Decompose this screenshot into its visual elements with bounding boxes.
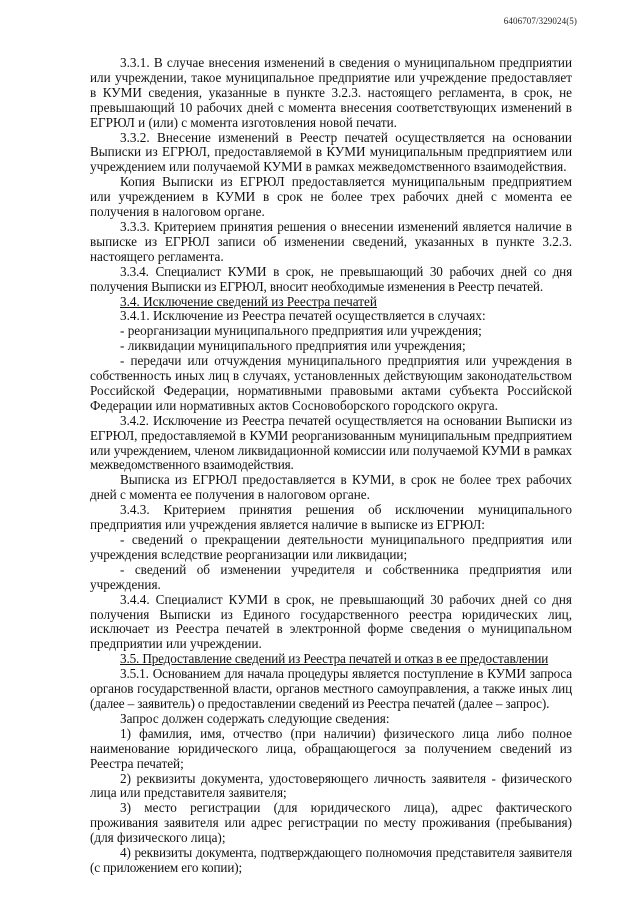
paragraph-request-contents: Запрос должен содержать следующие сведения: <box>120 710 390 726</box>
list-item-founder-change: - сведений об изменении учредителя и собственника предприятия или учреждения. <box>90 561 572 592</box>
list-item-request-4: 4) реквизиты документа, подтверждающего полномочия представителя заявителя (с приложением его копии); <box>90 845 572 875</box>
list-item-transfer: - передачи или отчуждения муниципального предприятия или учреждения в собственность иных лиц в случаях, установленных действующим законодательством Российской Федерации, нормативными правовыми актами субъекта Российской Федерации или нормативных актов Сосновоборского городского округа. <box>90 353 572 413</box>
list-item-liquidation: - ликвидации муниципального предприятия или учреждения; <box>120 338 466 354</box>
paragraph-extract-delivery: Выписка из ЕГРЮЛ предоставляется в КУМИ, в срок не более трех рабочих дней с момента ее получения в налоговом органе. <box>90 472 572 503</box>
paragraph-extract-copy: Копия Выписки из ЕГРЮЛ предоставляется муниципальным предприятием или учреждением в КУМИ в срок не более трех рабочих дней с момента ее получения в налоговом органе. <box>90 174 572 220</box>
paragraph-3-3-1: 3.3.1. В случае внесения изменений в сведения о муниципальном предприятии или учреждении, такое муниципальное предприятие или учреждение предоставляет в КУМИ сведения, указанные в пункте 3.2.3. настоящего регламента, в срок, не превышающий 10 рабочих дней с момента внесения соответствующих изменений в ЕГРЮЛ и (или) с момента изготовления новой печати. <box>90 55 572 130</box>
paragraph-3-4-3: 3.4.3. Критерием принятия решения об исключении муниципального предприятия или учреждения является наличие в выписке из ЕГРЮЛ: <box>90 502 572 533</box>
paragraph-3-4-4: 3.4.4. Специалист КУМИ в срок, не превышающий 30 рабочих дней со дня получения Выписки из Единого государственного реестра юридических лиц, исключает из Реестра печатей в электронной форме сведения о муниципальном предприятии или учреждении. <box>90 591 572 652</box>
list-item-request-1: 1) фамилия, имя, отчество (при наличии) физического лица либо полное наименование юридического лица, обращающегося за получением сведений из Реестра печатей; <box>90 725 572 771</box>
section-heading-3-5: 3.5. Предоставление сведений из Реестра печатей и отказ в ее предоставлении <box>120 651 549 667</box>
list-item-request-2: 2) реквизиты документа, удостоверяющего личность заявителя - физического лица или представителя заявителя; <box>90 770 572 801</box>
section-heading-3-4: 3.4. Исключение сведений из Реестра печатей <box>120 293 377 309</box>
paragraph-3-4-2: 3.4.2. Исключение из Реестра печатей осуществляется на основании Выписки из ЕГРЮЛ, предоставляемой в КУМИ реорганизованным муниципальным предприятием или учреждением, членом ликвидационной комиссии или получаемой КУМИ в рамках межведомственного взаимодействия. <box>90 412 572 473</box>
paragraph-3-3-3: 3.3.3. Критерием принятия решения о внесении изменений является наличие в выписке из ЕГРЮЛ записи об изменении сведений, указанных в пункте 3.2.3. настоящего регламента. <box>90 218 572 264</box>
paragraph-3-3-4: 3.3.4. Специалист КУМИ в срок, не превышающий 30 рабочих дней со дня получения Выписки из ЕГРЮЛ, вносит необходимые изменения в Реестр печатей. <box>90 263 572 294</box>
paragraph-3-5-1: 3.5.1. Основанием для начала процедуры является поступление в КУМИ запроса органов государственной власти, органов местного самоуправления, а также иных лиц (далее – заявитель) о предоставлении сведений из Реестра печатей (далее – запрос). <box>90 666 572 711</box>
list-item-termination: - сведений о прекращении деятельности муниципального предприятия или учреждения вследствие реорганизации или ликвидации; <box>90 532 572 562</box>
document-body <box>90 56 572 876</box>
list-item-request-3: 3) место регистрации (для юридического лица), адрес фактического проживания заявителя или адрес регистрации по месту проживания (пребывания) (для физического лица); <box>90 800 572 846</box>
list-item-reorganization: - реорганизации муниципального предприятия или учреждения; <box>120 323 482 339</box>
paragraph-3-4-1: 3.4.1. Исключение из Реестра печатей осуществляется в случаях: <box>120 308 486 324</box>
document-page-id: 6406707/329024(5) <box>503 16 577 26</box>
paragraph-3-3-2: 3.3.2. Внесение изменений в Реестр печатей осуществляется на основании Выписки из ЕГРЮЛ, предоставляемой в КУМИ муниципальным предприятием или учреждением или получаемой КУМИ в рамках межведомственного взаимодействия. <box>90 129 572 175</box>
